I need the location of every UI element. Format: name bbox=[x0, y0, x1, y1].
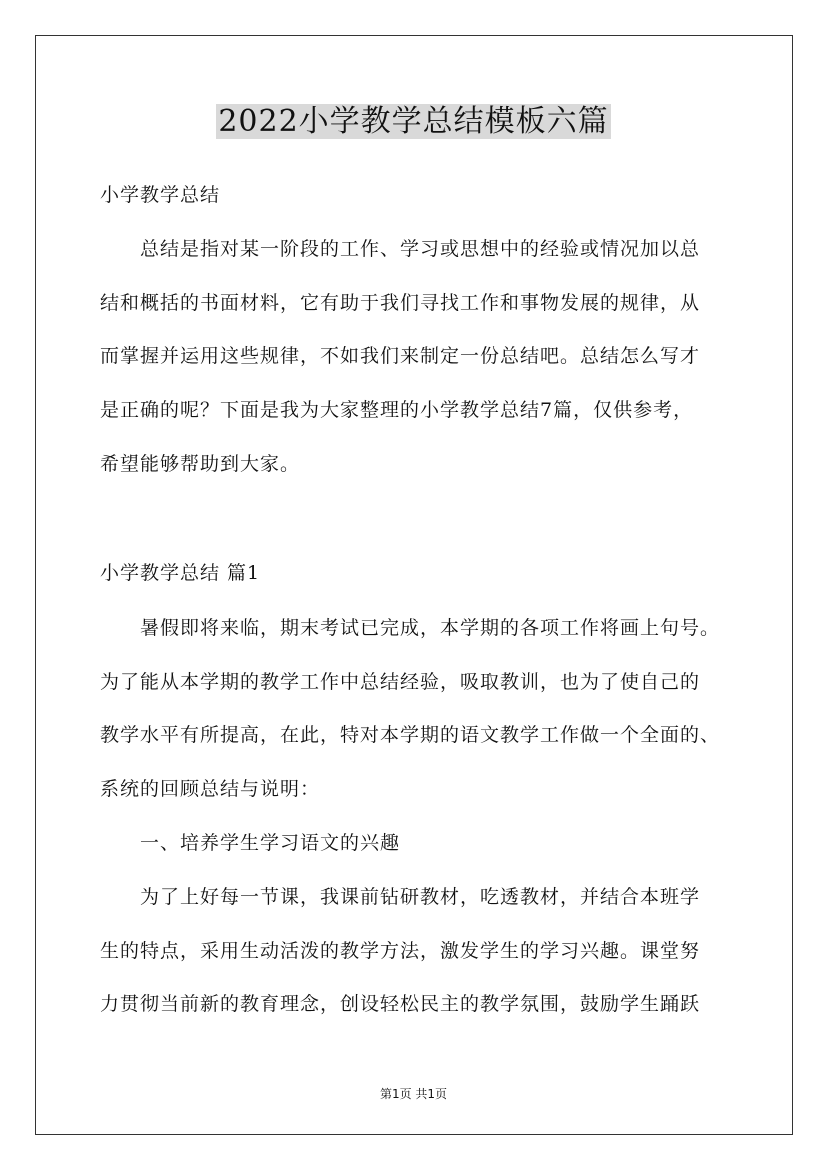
article-heading: 小学教学总结 篇1 bbox=[100, 562, 261, 584]
document-title: 2022小学教学总结模板六篇 bbox=[218, 104, 609, 139]
article-line: 教学水平有所提高，在此，特对本学期的语文教学工作做一个全面的、 bbox=[100, 724, 721, 746]
article-line: 为了能从本学期的教学工作中总结经验，吸取教训，也为了使自己的 bbox=[100, 671, 701, 693]
intro-line: 总结是指对某一阶段的工作、学习或思想中的经验或情况加以总 bbox=[140, 238, 701, 260]
paragraph-line: 生的特点，采用生动活泼的教学方法，激发学生的学习兴趣。课堂努 bbox=[100, 940, 701, 962]
document-title-wrap bbox=[0, 102, 827, 142]
subheading: 一、培养学生学习语文的兴趣 bbox=[140, 832, 401, 854]
paragraph-line: 力贯彻当前新的教育理念，创设轻松民主的教学氛围，鼓励学生踊跃 bbox=[100, 993, 701, 1015]
intro-line: 结和概括的书面材料，它有助于我们寻找工作和事物发展的规律，从 bbox=[100, 292, 701, 314]
section-heading: 小学教学总结 bbox=[100, 184, 221, 206]
intro-line: 希望能够帮助到大家。 bbox=[100, 453, 301, 475]
article-line: 系统的回顾总结与说明： bbox=[100, 778, 321, 800]
page-footer: 第1页 共1页 bbox=[379, 1087, 448, 1101]
paragraph-line: 为了上好每一节课，我课前钻研教材，吃透教材，并结合本班学 bbox=[140, 886, 701, 908]
intro-line: 而掌握并运用这些规律，不如我们来制定一份总结吧。总结怎么写才 bbox=[100, 345, 701, 367]
article-line: 暑假即将来临，期末考试已完成，本学期的各项工作将画上句号。 bbox=[140, 617, 721, 639]
intro-line: 是正确的呢？下面是我为大家整理的小学教学总结7篇，仅供参考， bbox=[100, 399, 694, 421]
